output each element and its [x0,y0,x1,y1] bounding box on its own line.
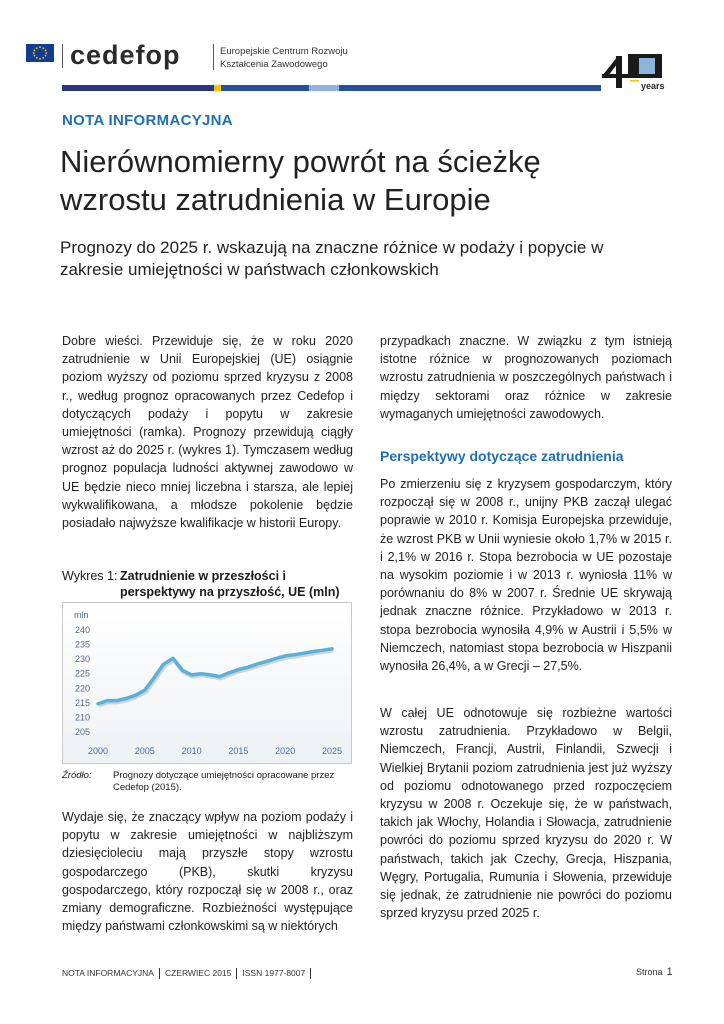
x-tick-label: 2025 [321,746,343,756]
page-label: Strona [636,967,663,977]
x-tick-label: 2010 [181,746,202,756]
figure-number: Wykres 1: [62,569,118,583]
figure-source-text: Prognozy dotyczące umiejętności opracowane przez Cedefop (2015). [113,770,335,793]
header-stripe-yellow [214,85,221,91]
y-tick-label: 225 [74,668,90,679]
x-tick-label: 2015 [228,746,249,756]
employment-chart-svg [62,602,352,764]
anniversary-years-label: years [641,81,665,91]
left-paragraph-2: Wydaje się, że znaczący wpływ na poziom podaży i popytu w zakresie umiejętności w najbliższym dziesięcioleciu mają przyszłe stopy wzrostu gospodarczego (PKB), skutki kryzysu gospodarczego, który rozpoczął się w 2008 r., oraz zmiany demograficzne. Rozbieżności występujące między państwami członkowskimi są w niektórych [62,810,353,934]
x-tick-label: 2000 [87,746,109,756]
y-tick-label: 210 [74,712,90,723]
figure-source-label: Źródło: [62,770,92,781]
right-paragraph-1: przypadkach znaczne. W związku z tym istnieją istotne różnice w prognozowanych poziomach wzrostu zatrudnienia w poszczególnych państwach i między sektorami oraz różnice w zakresie wymaganych umiejętności zawodowych. [380,334,672,421]
page-title [60,143,660,219]
cedefop-logo-text: cedefop [70,40,181,70]
y-tick-label: 235 [74,639,90,650]
page-footer [62,968,316,979]
header-stripe-blue [221,85,309,91]
x-tick-label: 2005 [134,746,155,756]
page-number [636,966,673,978]
page-title-line2: wzrostu zatrudnienia w Europie [60,182,491,217]
right-paragraph-3: W całej UE odnotowuje się rozbieżne wartości wzrostu zatrudnienia. Przykładowo w Belgii, Niemczech, Francji, Austrii, Finlandii, Szwecji i Wielkiej Brytanii poziom zatrudnienia jest już wyższy od poziomu odnotowanego przed rozpoczęciem kryzysu w 2008 r. Oczekuje się, że w państwach, takich jak Włochy, Holandia i Słowacja, zatrudnienie powróci do poziomu sprzed kryzysu do 2020 r. W państwach, takich jak Czechy, Grecja, Hiszpania, Węgry, Portugalia, Rumunia i Słowenia, przewiduje się jednak, że zatrudnienie nie powróci do poziomu sprzed kryzysu przed 2025 r. [380,706,672,921]
page-number-value: 1 [666,966,673,978]
anniversary-40-years-logo [600,50,664,94]
logo-separator-2 [213,44,214,70]
footer-divider [159,968,160,979]
organization-name [220,45,348,71]
organization-name-line1: Europejskie Centrum Rozwoju [220,46,348,57]
section-label: NOTA INFORMACYJNA [62,112,233,129]
eu-flag-logo [26,44,54,62]
y-tick-label: 240 [74,624,90,635]
header-stripe-light [309,85,339,91]
figure-title: Zatrudnienie w przeszłości i perspektywy na przyszłość, UE (mln) [120,569,340,599]
y-tick-label: 215 [74,697,90,708]
right-paragraph-2: Po zmierzeniu się z kryzysem gospodarczym, który rozpoczął się w 2008 r., unijny PKB zaczął ulegać poprawie w 2010 r. Komisja Europejska przewiduje, że wzrost PKB w Unii wyniesie około 1,7% w 2015 r. i 2,1% w 2016 r. Stopa bezrobocia w UE pozostaje na wysokim poziomie i w 2013 r. wyniosła 11% w porównaniu do 8% w 2007 r. Średnie UE skrywają jednak znaczne różnice. Przykładowo w 2013 r. stopa bezrobocia wynosiła 4,9% w Austrii i 5,5% w Niemczech, natomiast stopa bezrobocia w Hiszpanii wynosiła 26,4%, a w Grecji – 27,5%. [380,477,672,674]
section-heading-employment: Perspektywy dotyczące zatrudnienia [380,448,624,464]
x-tick-label: 2020 [275,746,296,756]
employment-chart [62,602,352,764]
y-axis-unit-label: mln [74,610,89,620]
footer-date: CZERWIEC 2015 [164,968,232,978]
footer-divider [310,968,311,979]
logo-separator [62,44,63,68]
organization-name-line2: Kształcenia Zawodowego [220,59,328,70]
header-stripe-blue-2 [339,85,601,91]
y-tick-label: 220 [74,683,90,694]
footer-divider [236,968,237,979]
chart-frame [63,603,352,764]
left-paragraph-1: Dobre wieści. Przewiduje się, że w roku 2020 zatrudnienie w Unii Europejskiej (UE) osiągnie poziom wyższy od poziomu sprzed kryzysu z 2008 r., według prognoz opracowanych przez Cedefop i dotyczących podaży i popytu w zakresie umiejętności (ramka). Prognozy przewidują ciągły wzrost aż do 2025 r. (wykres 1). Tymczasem według prognoz populacja ludności aktywnej zawodowo w UE będzie nieco mniej liczebna i starsza, ale lepiej wykwalifikowana, a młodsze pokolenie będzie posiadało najwyższe kwalifikacje w historii Europy. [62,334,353,531]
header-stripe-dark [62,85,214,91]
footer-issn: ISSN 1977-8007 [242,968,306,978]
page-title-line1: Nierównomierny powrót na ścieżkę [60,144,541,179]
page-subtitle: Prognozy do 2025 r. wskazują na znaczne różnice w podaży i popycie w zakresie umiejętności w państwach członkowskich [60,238,604,279]
y-tick-label: 230 [74,654,90,665]
y-tick-label: 205 [74,727,90,738]
footer-series: NOTA INFORMACYJNA [62,968,154,978]
